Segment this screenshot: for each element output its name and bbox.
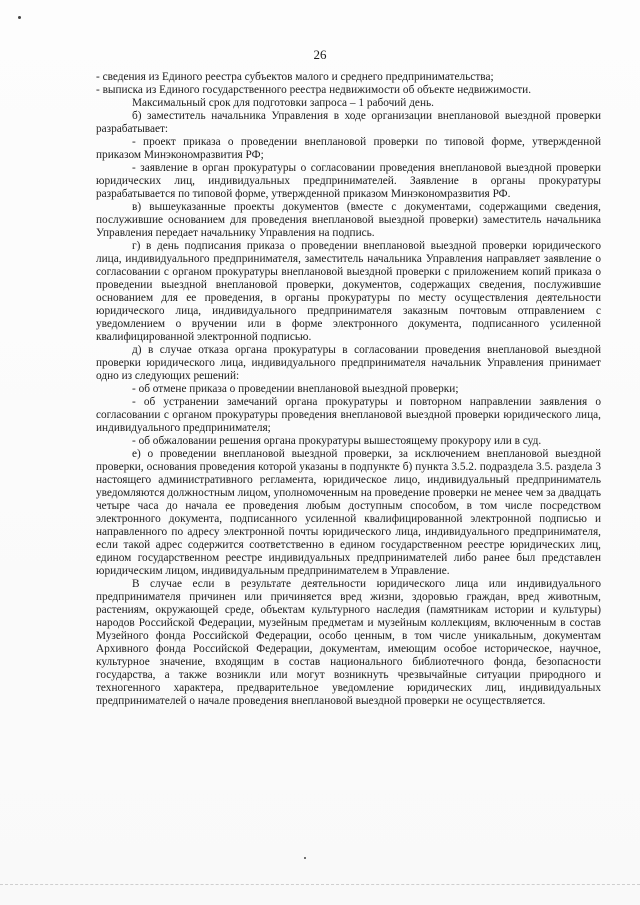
paragraph: е) о проведении внеплановой выездной проверки, за исключением внеплановой выездной проверки, основания проведения которой указаны в подпункте б) пункта 3.5.2. подраздела 3.5. раздела 3 настоящего административного регламента, юридическое лицо, индивидуальный предприниматель уведомляются должностным лицом, уполномоченным на проведение проверки не менее чем за двадцать четыре часа до начала ее проведения любым доступным способом, в том числе посредством электронного документа, подписанного усиленной квалифицированной электронной подписью и направленного по адресу электронной почты юридического лица, индивидуального предпринимателя, если такой адрес содержится соответственно в едином государственном реестре юридических лиц, едином государственном реестре индивидуальных предпринимателей либо ранее был представлен юридическим лицом, индивидуальным предпринимателем в Управление. (96, 448, 601, 577)
paragraph: - сведения из Единого реестра субъектов малого и среднего предпринимательства; (96, 71, 494, 83)
paragraph: б) заместитель начальника Управления в ходе организации внеплановой выездной проверки разрабатывает: (96, 110, 601, 135)
paragraph: - об обжаловании решения органа прокуратуры вышестоящему прокурору или в суд. (132, 435, 542, 447)
document-body (96, 71, 601, 708)
page-number: 26 (313, 47, 327, 62)
paragraph: - об устранении замечаний органа прокуратуры и повторном направлении заявления о согласовании с органом прокуратуры проведения внеплановой выездной проверки юридического лица, индивидуального предпринимателя; (96, 396, 601, 434)
paragraph: В случае если в результате деятельности юридического лица или индивидуального предпринимателя причинен или причиняется вред жизни, здоровью граждан, вред животным, растениям, окружающей среде, объектам культурного наследия (памятникам истории и культуры) народов Российской Федерации, музейным предметам и музейным коллекциям, включенным в состав Музейного фонда Российской Федерации, особо ценным, в том числе уникальным, документам Архивного фонда Российской Федерации, документам, имеющим особое историческое, научное, культурное значение, входящим в состав национального библиотечного фонда, безопасности государства, а также возникли или могут возникнуть чрезвычайные ситуации природного и техногенного характера, предварительное уведомление юридических лиц, индивидуальных предпринимателей о начале проведения внеплановой выездной проверки не осуществляется. (96, 578, 601, 707)
scan-bottom-edge (0, 884, 640, 886)
paragraph: - проект приказа о проведении внеплановой проверки по типовой форме, утвержденной приказом Минэкономразвития РФ; (96, 136, 601, 161)
paragraph: в) вышеуказанные проекты документов (вместе с документами, содержащими сведения, послужившие основанием для проведения внеплановой выездной проверки) заместитель начальника Управления передает начальнику Управления на подпись. (96, 201, 601, 239)
paragraph: - выписка из Единого государственного реестра недвижимости об объекте недвижимости. (96, 84, 532, 96)
paragraph: Максимальный срок для подготовки запроса – 1 рабочий день. (132, 97, 434, 109)
paragraph: д) в случае отказа органа прокуратуры в согласовании проведения внеплановой выездной проверки юридического лица, индивидуального предпринимателя начальник Управления принимает одно из следующих решений: (96, 344, 601, 382)
scan-speck (18, 16, 21, 19)
paragraph: г) в день подписания приказа о проведении внеплановой выездной проверки юридического лица, индивидуального предпринимателя, заместитель начальника Управления направляет заявление о согласовании с органом прокуратуры внеплановой выездной проверки с приложением копий приказа о проведении выездной внеплановой проверки, документов, содержащих сведения, послужившие основанием для ее проведения, в органы прокуратуры по месту осуществления деятельности юридического лица, индивидуального предпринимателя заказным почтовым отправлением с уведомлением о вручении или в форме электронного документа, подписанного усиленной квалифицированной электронной подписью. (96, 240, 601, 343)
scan-speck (304, 857, 306, 859)
paragraph: - заявление в орган прокуратуры о согласовании проведения внеплановой выездной проверки юридических лиц, индивидуальных предпринимателей. Заявление в органы прокуратуры разрабатывается по типовой форме, утвержденной приказом Минэкономразвития РФ. (96, 162, 601, 200)
paragraph: - об отмене приказа о проведении внеплановой выездной проверки; (132, 383, 459, 395)
